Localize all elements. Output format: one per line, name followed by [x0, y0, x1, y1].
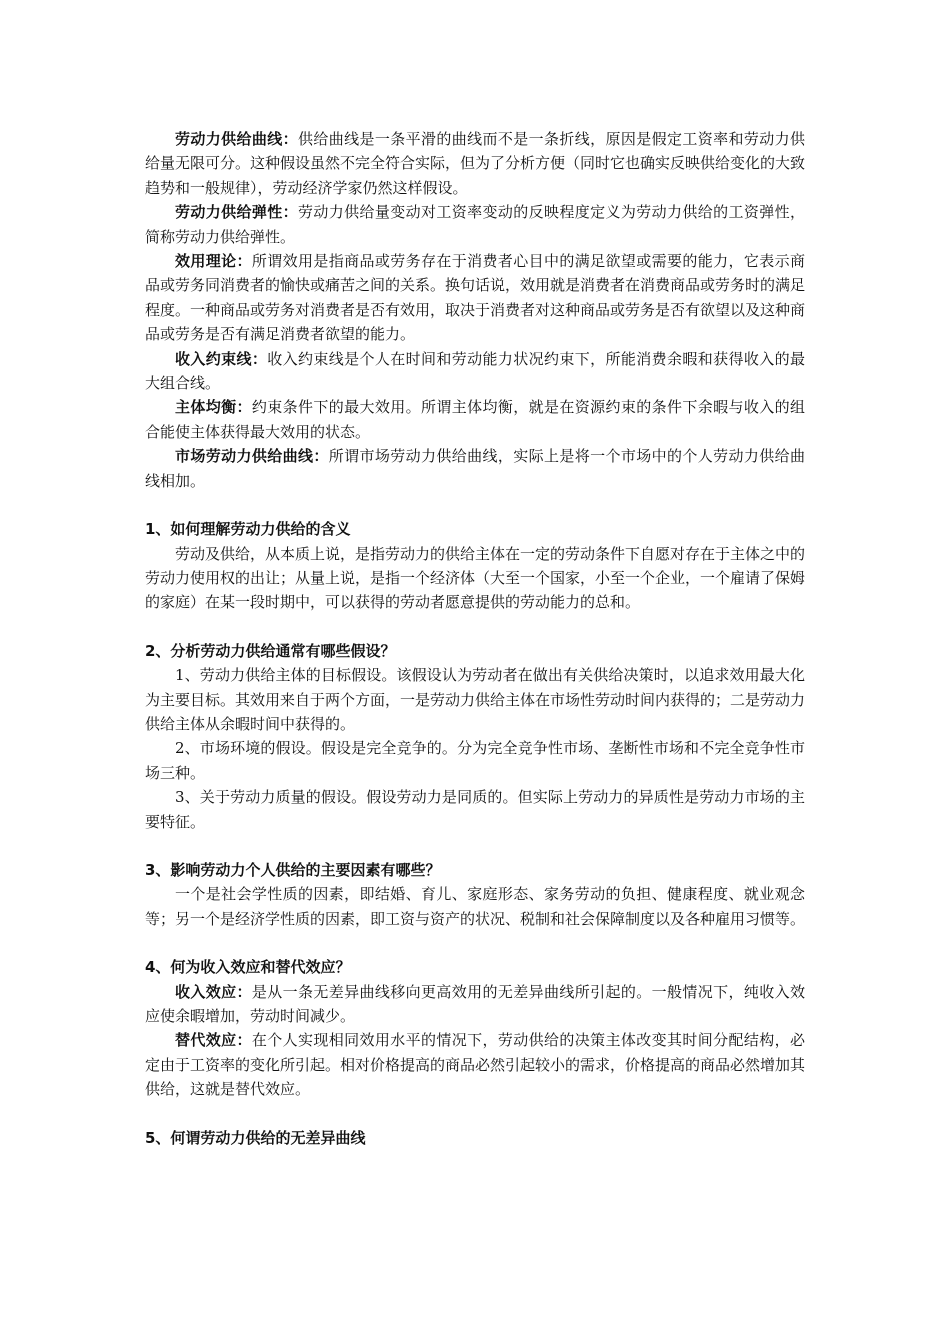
definition-market-labor-supply-curve	[145, 444, 805, 493]
question-2-answer-2: 2、市场环境的假设。假设是完全竞争的。分为完全竞争性市场、垄断性市场和不完全竞争性市场三种。	[145, 739, 805, 782]
definition-text: 约束条件下的最大效用。所谓主体均衡，就是在资源约束的条件下余暇与收入的组合能使主体获得最大效用的状态。	[145, 398, 805, 441]
definition-term: 效用理论：	[175, 252, 252, 271]
definition-text: 劳动力供给量变动对工资率变动的反映程度定义为劳动力供给的工资弹性，简称劳动力供给弹性。	[145, 203, 805, 246]
question-3-answer: 一个是社会学性质的因素，即结婚、育儿、家庭形态、家务劳动的负担、健康程度、就业观念等；另一个是经济学性质的因素，即工资与资产的状况、税制和社会保障制度以及各种雇用习惯等。	[145, 885, 806, 928]
question-4-title: 4、何为收入效应和替代效应？	[145, 958, 351, 977]
definition-term: 劳动力供给曲线：	[175, 130, 298, 148]
question-3-title: 3、影响劳动力个人供给的主要因素有哪些？	[145, 860, 441, 879]
definition-labor-supply-elasticity	[145, 200, 805, 249]
question-4-income-effect	[145, 980, 805, 1029]
question-2-answer-1: 1、劳动力供给主体的目标假设。该假设认为劳动者在做出有关供给决策时，以追求效用最大化为主要目标。其效用来自于两个方面，一是劳动力供给主体在市场性劳动时间内获得的；二是劳动力供给主体从余暇时间中获得的。	[145, 666, 806, 733]
definition-labor-supply-curve	[145, 127, 805, 200]
definition-text: 所谓效用是指商品或劳务存在于消费者心目中的满足欲望或需要的能力，它表示商品或劳务同消费者的愉快或痛苦之间的关系。换句话说，效用就是消费者在消费商品或劳务时的满足程度。一种商品或劳务对消费者是否有效用，取决于消费者对这种商品或劳务是否有欲望以及这种商品或劳务是否有满足消费者欲望的能力。	[145, 252, 806, 344]
definition-text: 是从一条无差异曲线移向更高效用的无差异曲线所引起的。一般情况下，纯收入效应使余暇增加，劳动时间减少。	[145, 982, 805, 1025]
definition-term: 市场劳动力供给曲线：	[175, 447, 329, 466]
question-5-title: 5、何谓劳动力供给的无差异曲线	[145, 1128, 366, 1147]
definition-text: 所谓市场劳动力供给曲线，实际上是将一个市场中的个人劳动力供给曲线相加。	[145, 447, 805, 490]
question-2-title: 2、分析劳动力供给通常有哪些假设？	[145, 641, 396, 660]
question-1-title: 1、如何理解劳动力供给的含义	[145, 520, 351, 539]
definition-term: 收入效应：	[175, 982, 252, 1001]
definition-income-constraint-line	[145, 347, 805, 396]
document-page	[145, 127, 805, 1150]
definition-term: 替代效应：	[175, 1031, 252, 1050]
definition-utility-theory	[145, 249, 805, 347]
question-1-answer: 劳动及供给，从本质上说，是指劳动力的供给主体在一定的劳动条件下自愿对存在于主体之中的劳动力使用权的出让；从量上说，是指一个经济体（大至一个国家，小至一个企业，一个雇请了保姆的家庭）在某一段时期中，可以获得的劳动者愿意提供的劳动能力的总和。	[145, 544, 806, 612]
definition-term: 主体均衡：	[175, 398, 252, 417]
definition-text: 在个人实现相同效用水平的情况下，劳动供给的决策主体改变其时间分配结构，必定由于工资率的变化所引起。相对价格提高的商品必然引起较小的需求，价格提高的商品必然增加其供给，这就是替代效应。	[145, 1031, 806, 1099]
definition-text: 供给曲线是一条平滑的曲线而不是一条折线，原因是假定工资率和劳动力供给量无限可分。这种假设虽然不完全符合实际，但为了分析方便（同时它也确实反映供给变化的大致趋势和一般规律），劳动经济学家仍然这样假设。	[145, 130, 806, 197]
definition-term: 劳动力供给弹性：	[175, 203, 298, 222]
definition-term: 收入约束线：	[175, 349, 268, 368]
definition-text: 收入约束线是个人在时间和劳动能力状况约束下，所能消费余暇和获得收入的最大组合线。	[145, 349, 805, 393]
question-2-answer-3: 3、关于劳动力质量的假设。假设劳动力是同质的。但实际上劳动力的异质性是劳动力市场的主要特征。	[145, 788, 805, 831]
question-4-substitution-effect	[145, 1028, 805, 1101]
definition-subject-equilibrium	[145, 395, 805, 444]
